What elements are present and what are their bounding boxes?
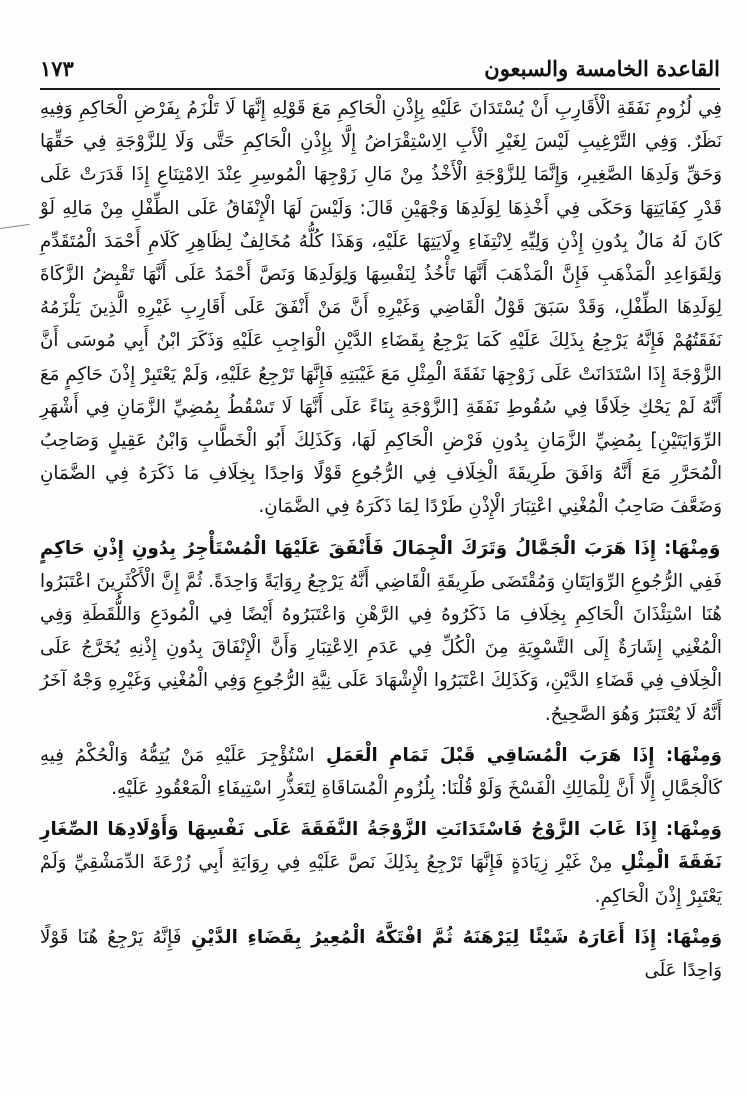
paragraph-1 [40,92,722,524]
paragraph-3 [40,739,722,805]
paragraph-2 [40,532,722,731]
running-title: القاعدة الخامسة والسبعون [484,56,720,81]
page-number: ١٧٣ [40,56,74,81]
paragraph-5 [40,921,722,987]
paragraph-3-lead: وَمِنْهَا: إِذَا هَرَبَ الْمُسَاقِي قَبْلَ تَمَامِ الْعَمَلِ [314,744,722,766]
paragraph-5-text: فَإِنَّهُ يَرْجِعُ هُنَا قَوْلًا وَاحِدًا عَلَى [40,926,722,982]
margin-pencil-mark [0,224,30,229]
paragraph-2-text: فَفِي الرُّجُوعِ الرِّوَايَتَانِ وَمُقْتَضَى طَرِيقَةِ الْقَاضِي أَنَّهُ يَرْجِعُ رِوَايَةً وَاحِدَةً. ثُمَّ إِنَّ الْأَكْثَرِينَ اعْتَبَرُوا هُنَا اسْتِئْذَانَ الْحَاكِمِ بِخِلَافِ مَا ذَكَرُوهُ فِي الرَّهْنِ وَاعْتَبَرُوهُ أَيْضًا فِي الْمُودَعِ وَاللُّقَطَةِ وَفِي الْمُغْنِي إِشَارَةٌ إِلَى التَّسْوِيَةِ مِنَ الْكُلِّ فِي عَدَمِ الِاعْتِبَارِ وَأَنَّ الْإِنْفَاقَ بِدُونِ إِذْنِهِ يُخَرَّجُ عَلَى الْخِلَافِ فِي قَضَاءِ الدَّيْنِ، وَكَذَلِكَ اعْتَبَرُوا الْإِشْهَادَ عَلَى نِيَّةِ الرُّجُوعِ وَفِي الْمُغْنِي وَغَيْرِهِ وَجْهٌ آخَرُ أَنَّهُ لَا يُعْتَبَرُ وَهُوَ الصَّحِيحُ. [40,570,722,725]
page-body [40,92,722,987]
paragraph-5-lead: وَمِنْهَا: إِذَا أَعَارَهُ شَيْئًا لِيَرْهَنَهُ ثُمَّ افْتَكَّهُ الْمُعِيرُ بِقَضَاءِ الدَّيْنِ [181,926,722,948]
page-header [40,48,720,88]
paragraph-1-text: فِي لُزُومِ نَفَقَةِ الْأَقَارِبِ أَنْ يُسْتَدَانَ عَلَيْهِ بِإِذْنِ الْحَاكِمِ مَعَ قَوْلِهِ إِنَّهَا لَا تَلْزَمُ بِفَرْضِ الْحَاكِمِ وَفِيهِ نَظَرٌ. وَفِي التَّرْغِيبِ لَيْسَ لِغَيْرِ الْأَبِ الِاسْتِقْرَاضُ إِلَّا بِإِذْنِ الْحَاكِمِ حَتَّى وَلَا لِلزَّوْجَةِ فِي حَقِّهَا وَحَقِّ وَلَدِهَا الصَّغِيرِ، وَإِنَّمَا لِلزَّوْجَةِ الْأَخْذُ مِنْ مَالِ زَوْجِهَا الْمُوسِرِ عِنْدَ الِامْتِنَاعِ إِذَا قَدَرَتْ عَلَى قَدْرِ كِفَايَتِهَا وَحَكَى فِي أَخْذِهَا لِوَلَدِهَا وَجْهَيْنِ قَالَ: وَلَيْسَ لَهَا الْإِنْفَاقُ عَلَى الطِّفْلِ مِنْ مَالِهِ لَوْ كَانَ لَهُ مَالٌ بِدُونِ إِذْنِ وَلِيِّهِ لِانْتِفَاءِ وِلَايَتِهَا عَلَيْهِ، وَهَذَا كُلُّهُ مُخَالِفٌ لِظَاهِرِ كَلَامِ أَحْمَدَ الْمُتَقَدِّمِ وَلِقَوَاعِدِ الْمَذْهَبِ فَإِنَّ الْمَذْهَبَ أَنَّهَا تَأْخُذُ لِنَفْسِهَا وَلِوَلَدِهَا وَنَصَّ أَحْمَدُ عَلَى أَنَّهَا تَقْبِضُ الزَّكَاةَ لِوَلَدِهَا الطِّفْلِ، وَقَدْ سَبَقَ قَوْلُ الْقَاضِي وَغَيْرِهِ أَنَّ مَنْ أَنْفَقَ عَلَى أَقَارِبِ غَيْرِهِ الَّذِينَ يَلْزَمُهُ نَفَقَتُهُمْ فَإِنَّهُ يَرْجِعُ بِذَلِكَ عَلَيْهِ كَمَا يَرْجِعُ بِقَضَاءِ الدَّيْنِ الْوَاجِبِ عَلَيْهِ وَذَكَرَ ابْنُ أَبِي مُوسَى أَنَّ الزَّوْجَةَ إِذَا اسْتَدَانَتْ عَلَى زَوْجِهَا نَفَقَةَ الْمِثْلِ مَعَ غَيْبَتِهِ فَإِنَّهَا تَرْجِعُ عَلَيْهِ، وَلَمْ يَعْتَبِرْ إِذْنَ حَاكِمٍ مَعَ أَنَّهُ لَمْ يَحْكِ خِلَافًا فِي سُقُوطِ نَفَقَةِ [الزَّوْجَةِ بِنَاءً عَلَى أَنَّهَا لَا تَسْقُطُ بِمُضِيِّ الزَّمَانِ فِي أَشْهَرِ الرِّوَايَتَيْنِ] بِمُضِيِّ الزَّمَانِ بِدُونِ فَرْضِ الْحَاكِمِ لَهَا، وَكَذَلِكَ أَبُو الْخَطَّابِ وَابْنُ عَقِيلٍ وَصَاحِبُ الْمُحَرَّرِ مَعَ أَنَّهُ وَافَقَ طَرِيقَةَ الْخِلَافِ فِي الرُّجُوعِ قَوْلًا وَاحِدًا بِخِلَافِ مَا ذَكَرَهُ فِي الضَّمَانِ وَضَعَّفَ صَاحِبُ الْمُغْنِي اعْتِبَارَ الْإِذْنِ طَرْدًا لِمَا ذَكَرَهُ فِي الضَّمَانِ. [40,98,722,518]
paragraph-3-text: اسْتُؤْجِرَ عَلَيْهِ مَنْ يُتِمُّهُ وَالْحُكْمُ فِيهِ كَالْجَمَّالِ إِلَّا أَنَّ لِلْمَالِكِ الْفَسْخَ وَلَوْ قُلْنَا: بِلُزُومِ الْمُسَاقَاةِ لِتَعَذُّرِ اسْتِيفَاءِ الْمَعْقُودِ عَلَيْهِ. [40,744,722,800]
paragraph-4 [40,813,722,913]
paragraph-4-lead: وَمِنْهَا: إِذَا غَابَ الزَّوْجُ فَاسْتَدَانَتِ الزَّوْجَةُ النَّفَقَةَ عَلَى نَفْسِهَا وَأَوْلَادِهَا الصِّغَارِ نَفَقَةَ الْمِثْلِ [40,819,722,874]
paragraph-2-lead: وَمِنْهَا: إِذَا هَرَبَ الْجَمَّالُ وَتَرَكَ الْجِمَالَ فَأَنْفَقَ عَلَيْهَا الْمُسْتَأْجِرُ بِدُونِ إِذْنِ حَاكِمٍ [40,537,721,559]
header-rule [40,88,720,90]
paragraph-4-text: مِنْ غَيْرِ زِيَادَةٍ فَإِنَّهَا تَرْجِعُ بِذَلِكَ نَصَّ عَلَيْهِ فِي رِوَايَةِ أَبِي زُرْعَةَ الدِّمَشْقِيِّ وَلَمْ يَعْتَبِرْ إِذْنَ الْحَاكِمِ. [40,852,722,907]
